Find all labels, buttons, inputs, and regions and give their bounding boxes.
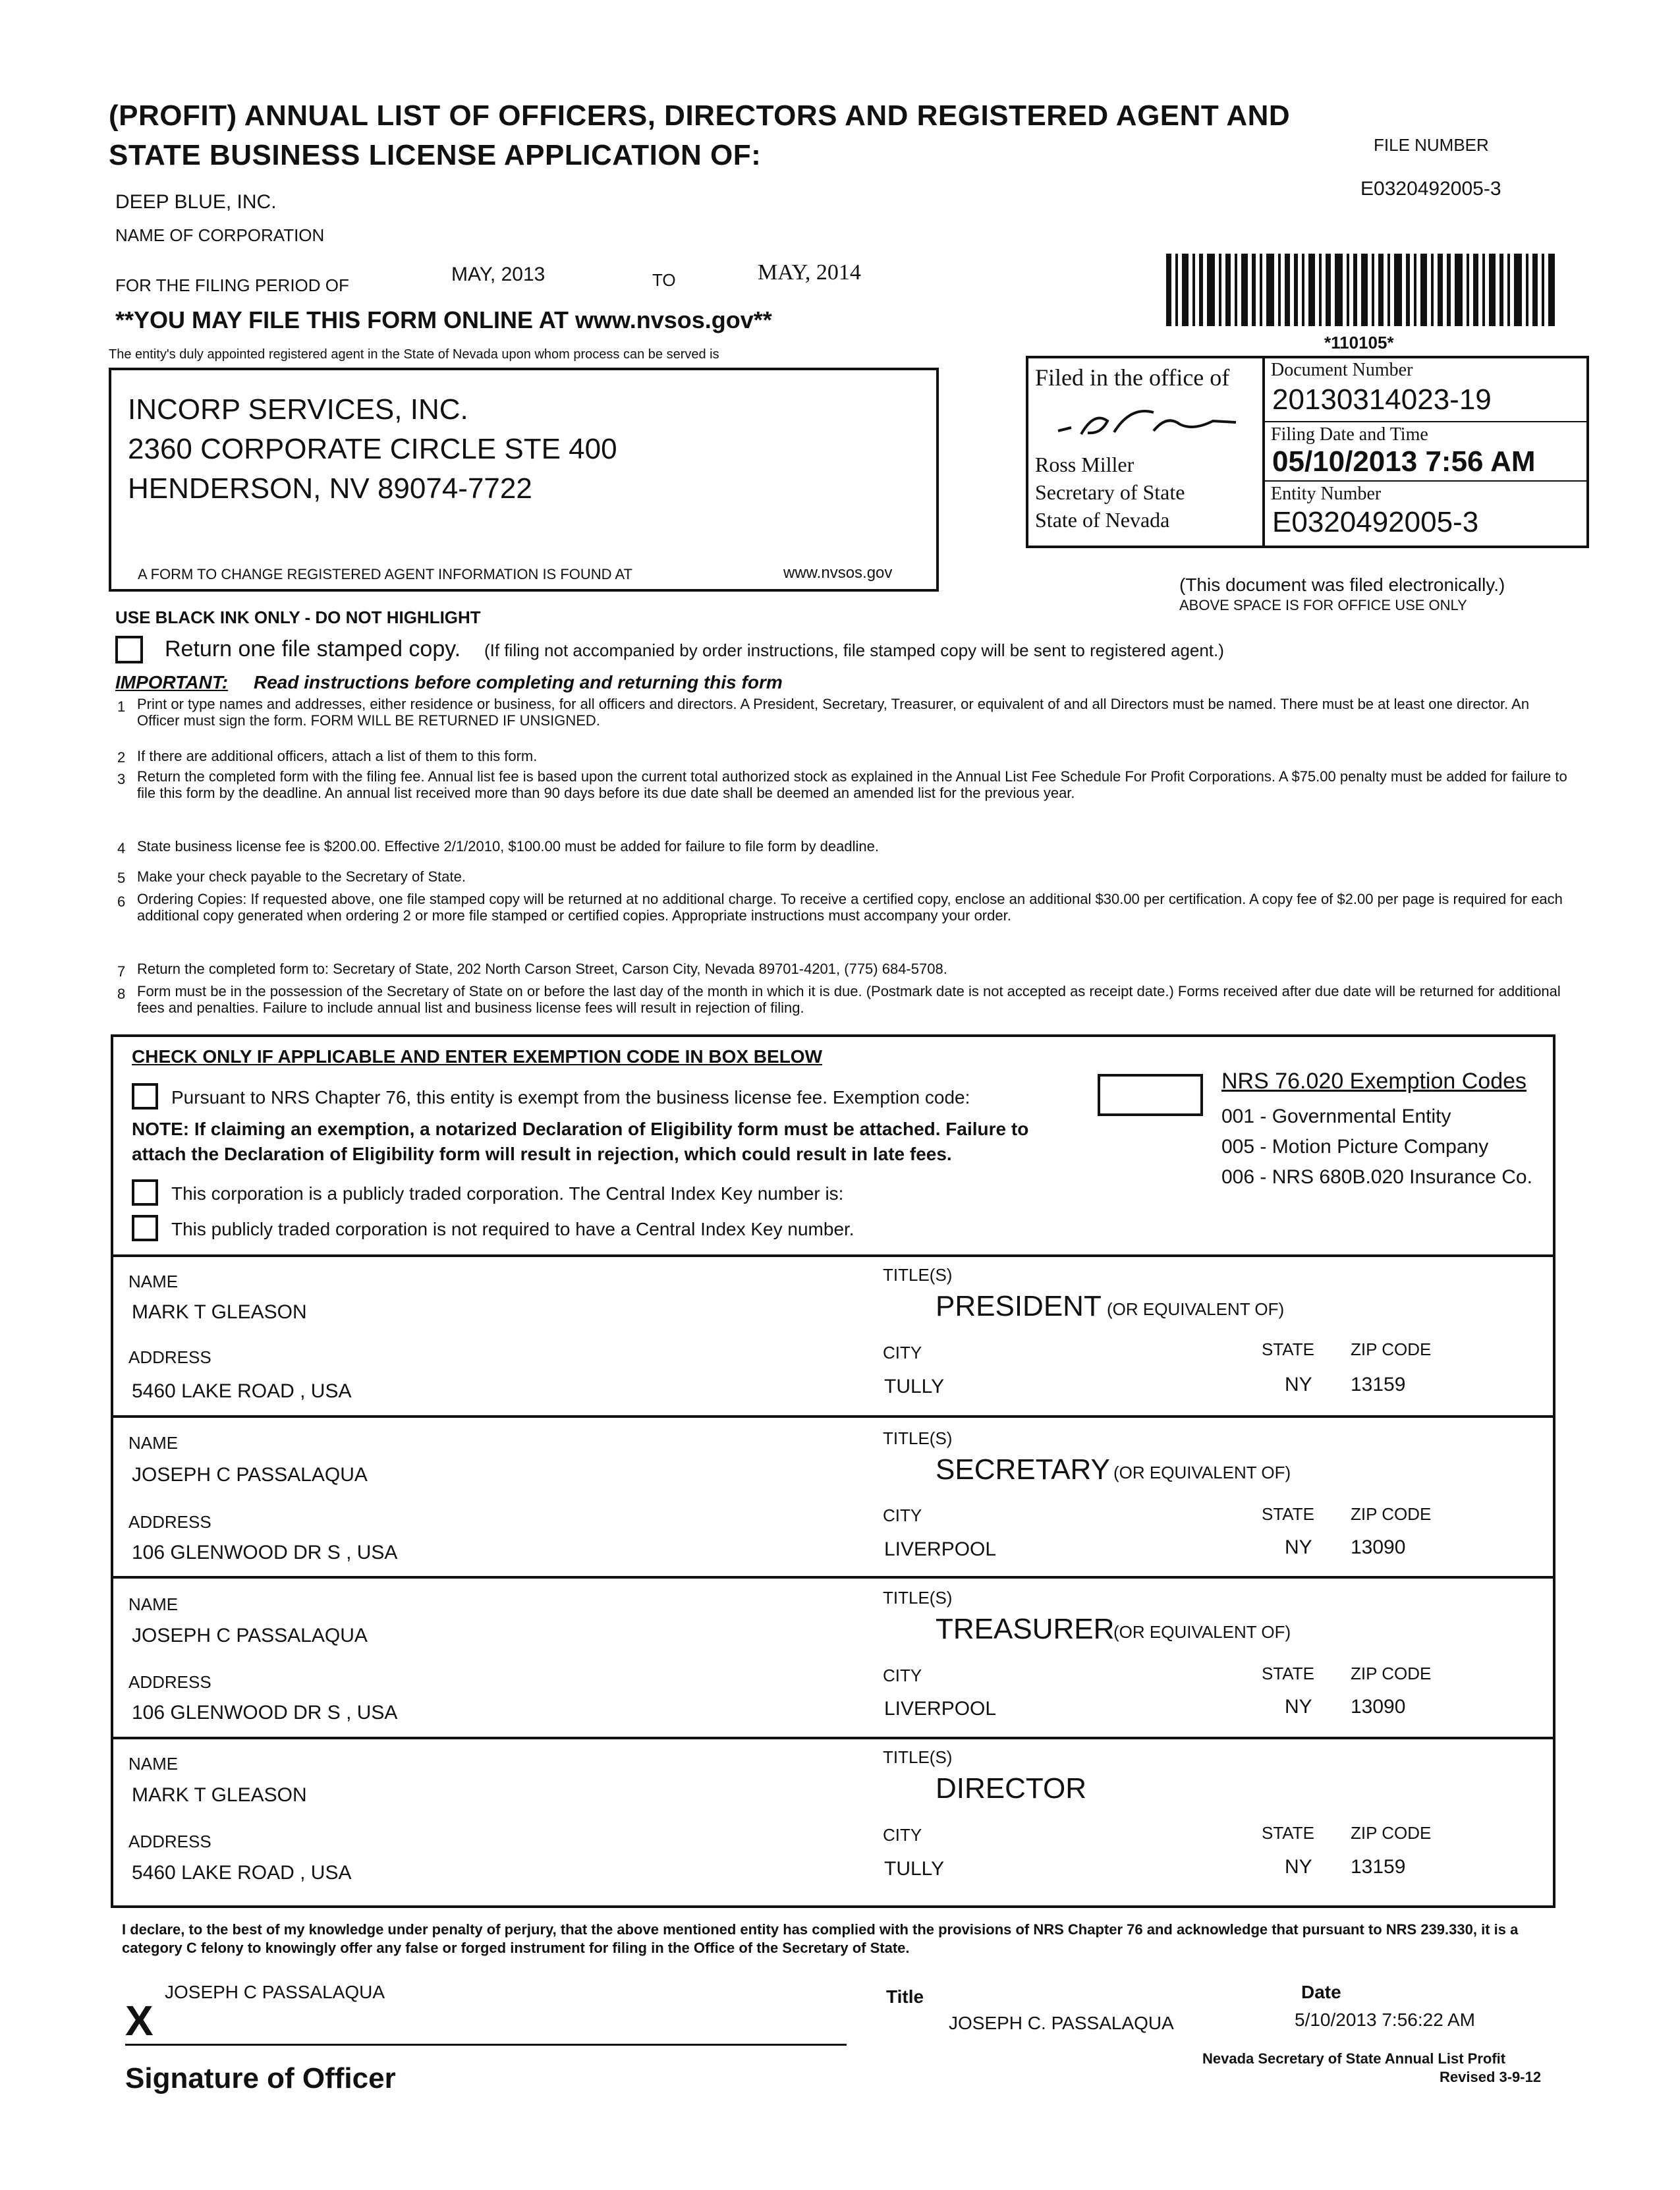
date-label: Date bbox=[1301, 1982, 1341, 2002]
instruction-number: 1 bbox=[117, 698, 126, 715]
return-copy-label: Return one file stamped copy. bbox=[165, 636, 461, 661]
exemption-code-item: 005 - Motion Picture Company bbox=[1221, 1136, 1489, 1158]
agent-address: 2360 CORPORATE CIRCLE STE 400 bbox=[128, 433, 617, 465]
agent-change-notice: A FORM TO CHANGE REGISTERED AGENT INFORMATION IS FOUND AT bbox=[138, 566, 632, 582]
official-title: Secretary of State bbox=[1035, 480, 1185, 504]
exemption-pursuant-text: Pursuant to NRS Chapter 76, this entity is exempt from the business license fee. Exemption code: bbox=[171, 1087, 970, 1108]
officer-address: 5460 LAKE ROAD , USA bbox=[132, 1862, 352, 1884]
instruction-number: 3 bbox=[117, 771, 126, 787]
instruction-text: Ordering Copies: If requested above, one file stamped copy will be returned at no additional charge. To receive a certified copy, enclose an additional $30.00 per certification. A copy fee of $2.00 per page is required for each additional copy generated when ordering 2 or more file stamped or certified copies. Appropriate instructions must accompany your order. bbox=[137, 891, 1563, 924]
officer-city: TULLY bbox=[884, 1376, 945, 1397]
return-copy-checkbox[interactable] bbox=[115, 636, 143, 663]
officer-state: NY bbox=[1285, 1536, 1312, 1558]
officer-city: LIVERPOOL bbox=[884, 1698, 997, 1720]
online-notice: **YOU MAY FILE THIS FORM ONLINE AT www.nvsos.gov** bbox=[115, 306, 772, 333]
zip-label: ZIP CODE bbox=[1351, 1664, 1432, 1683]
entity-number-label: Entity Number bbox=[1271, 484, 1382, 504]
instruction-number: 6 bbox=[117, 893, 126, 910]
officer-state: NY bbox=[1285, 1374, 1312, 1395]
period-to: MAY, 2014 bbox=[758, 260, 861, 285]
state-label: STATE bbox=[1262, 1664, 1314, 1683]
filing-period-label: FOR THE FILING PERIOD OF bbox=[115, 275, 349, 295]
address-label: ADDRESS bbox=[128, 1832, 211, 1851]
instruction-number: 7 bbox=[117, 963, 126, 980]
zip-label: ZIP CODE bbox=[1351, 1339, 1432, 1359]
agent-intro: The entity's duly appointed registered agent in the State of Nevada upon whom process can be served is bbox=[109, 347, 719, 362]
return-copy-note: (If filing not accompanied by order instructions, file stamped copy will be sent to registered agent.) bbox=[484, 640, 1224, 660]
title-value: JOSEPH C. PASSALAQUA bbox=[949, 2013, 1174, 2033]
instruction-text: Make your check payable to the Secretary of State. bbox=[137, 868, 466, 885]
titles-label: TITLE(S) bbox=[883, 1265, 953, 1285]
instruction-number: 2 bbox=[117, 749, 126, 766]
barcode-graphic bbox=[1166, 254, 1561, 326]
footer-revised: Revised 3-9-12 bbox=[1440, 2069, 1542, 2085]
instruction-number: 5 bbox=[117, 870, 126, 886]
period-from: MAY, 2013 bbox=[451, 264, 546, 285]
officer-name: MARK T GLEASON bbox=[132, 1301, 307, 1323]
officer-city: LIVERPOOL bbox=[884, 1538, 997, 1560]
exemption-note-line2: attach the Declaration of Eligibility form will result in rejection, which could result in late fees. bbox=[132, 1144, 952, 1164]
instruction-text: Print or type names and addresses, either residence or business, for all officers and directors. A President, Secretary, Treasurer, or equivalent of and all Directors must be named. There must be at least one director. An Officer must sign the form. FORM WILL BE RETURNED IF UNSIGNED. bbox=[137, 696, 1530, 729]
instruction-text: Return the completed form to: Secretary of State, 202 North Carson Street, Carson City, Nevada 89701-4201, (775) 684-5708. bbox=[137, 961, 947, 977]
instruction-text: Return the completed form with the filing fee. Annual list fee is based upon the current total authorized stock as explained in the Annual List Fee Schedule For Profit Corporations. A $75.00 penalty must be added for failure to file this form by the deadline. An annual list received more than 90 days before its due date shall be deemed an amended list for the previous year. bbox=[137, 768, 1567, 801]
electronic-filing-note: (This document was filed electronically.) bbox=[1179, 575, 1505, 595]
officer-zip: 13159 bbox=[1351, 1856, 1406, 1878]
officer-name: MARK T GLEASON bbox=[132, 1784, 307, 1806]
footer-form-name: Nevada Secretary of State Annual List Profit bbox=[1202, 2050, 1506, 2067]
barcode bbox=[1166, 254, 1561, 326]
instruction-number: 4 bbox=[117, 840, 126, 856]
ink-note: USE BLACK INK ONLY - DO NOT HIGHLIGHT bbox=[115, 607, 481, 627]
entity-number: E0320492005-3 bbox=[1272, 506, 1479, 538]
titles-label: TITLE(S) bbox=[883, 1428, 953, 1448]
officer-state: NY bbox=[1285, 1856, 1312, 1878]
name-label: NAME bbox=[128, 1594, 179, 1614]
officer-title: SECRETARY bbox=[936, 1453, 1110, 1486]
instruction-text: State business license fee is $200.00. Effective 2/1/2010, $100.00 must be added for failure to file form by deadline. bbox=[137, 838, 879, 855]
officer-title: DIRECTOR bbox=[936, 1772, 1086, 1805]
city-label: CITY bbox=[883, 1505, 922, 1525]
public-corporation-checkbox[interactable] bbox=[132, 1179, 158, 1206]
title-label: Title bbox=[886, 1986, 924, 2007]
titles-label: TITLE(S) bbox=[883, 1747, 953, 1767]
address-label: ADDRESS bbox=[128, 1347, 211, 1367]
city-label: CITY bbox=[883, 1825, 922, 1845]
file-number-label: FILE NUMBER bbox=[1374, 135, 1489, 155]
period-to-label: TO bbox=[652, 270, 676, 290]
declaration-text: I declare, to the best of my knowledge under penalty of perjury, that the above mentioned entity has complied with the provisions of NRS Chapter 76 and acknowledge that pursuant to NRS 239.330, it is a category C felony to knowingly offer any false or forged instrument for filing in the Office of the Secretary of State. bbox=[122, 1921, 1519, 1956]
important-text: Read instructions before completing and returning this form bbox=[254, 672, 783, 692]
exemption-code-item: 001 - Governmental Entity bbox=[1221, 1106, 1451, 1127]
city-label: CITY bbox=[883, 1343, 922, 1362]
cik-not-required-checkbox[interactable] bbox=[132, 1215, 158, 1241]
filed-in-office-label: Filed in the office of bbox=[1035, 364, 1230, 391]
agent-city-line: HENDERSON, NV 89074-7722 bbox=[128, 472, 532, 505]
officer-city: TULLY bbox=[884, 1858, 945, 1880]
secretary-signature-graphic bbox=[1055, 405, 1239, 444]
agent-change-url[interactable]: www.nvsos.gov bbox=[783, 564, 893, 582]
officer-address: 106 GLENWOOD DR S , USA bbox=[132, 1542, 398, 1563]
agent-name: INCORP SERVICES, INC. bbox=[128, 393, 468, 426]
corporation-name-label: NAME OF CORPORATION bbox=[115, 225, 325, 245]
zip-label: ZIP CODE bbox=[1351, 1504, 1432, 1524]
exemption-heading: CHECK ONLY IF APPLICABLE AND ENTER EXEMPTION CODE IN BOX BELOW bbox=[132, 1046, 823, 1067]
equivalent-label: (OR EQUIVALENT OF) bbox=[1113, 1622, 1291, 1642]
officer-title: TREASURER bbox=[936, 1613, 1115, 1645]
officer-title: PRESIDENT bbox=[936, 1290, 1102, 1322]
file-number: E0320492005-3 bbox=[1360, 178, 1501, 200]
officer-zip: 13090 bbox=[1351, 1536, 1406, 1558]
state-label: STATE bbox=[1262, 1504, 1314, 1524]
exemption-codes-heading: NRS 76.020 Exemption Codes bbox=[1221, 1069, 1527, 1094]
office-stamp-box bbox=[1026, 356, 1589, 548]
form-title-line2: STATE BUSINESS LICENSE APPLICATION OF: bbox=[109, 139, 762, 171]
document-number-label: Document Number bbox=[1271, 360, 1413, 380]
signer-name: JOSEPH C PASSALAQUA bbox=[165, 1982, 385, 2002]
equivalent-label: (OR EQUIVALENT OF) bbox=[1113, 1463, 1291, 1482]
secretary-signature bbox=[1055, 405, 1239, 447]
name-label: NAME bbox=[128, 1433, 179, 1453]
registered-agent-box bbox=[109, 368, 939, 592]
titles-label: TITLE(S) bbox=[883, 1588, 953, 1608]
officer-address: 106 GLENWOOD DR S , USA bbox=[132, 1702, 398, 1724]
officer-address: 5460 LAKE ROAD , USA bbox=[132, 1380, 352, 1402]
officer-name: JOSEPH C PASSALAQUA bbox=[132, 1464, 368, 1486]
instruction-text: If there are additional officers, attach a list of them to this form. bbox=[137, 748, 538, 764]
signature-x-mark: X bbox=[125, 1997, 154, 2044]
filing-date: 05/10/2013 7:56 AM bbox=[1272, 445, 1536, 478]
date-value: 5/10/2013 7:56:22 AM bbox=[1295, 2009, 1475, 2030]
exemption-checkbox[interactable] bbox=[132, 1083, 158, 1109]
name-label: NAME bbox=[128, 1754, 179, 1774]
state-label: STATE bbox=[1262, 1823, 1314, 1843]
address-label: ADDRESS bbox=[128, 1512, 211, 1532]
exemption-box bbox=[111, 1034, 1555, 1257]
officer-zip: 13090 bbox=[1351, 1696, 1406, 1718]
barcode-text: *110105* bbox=[1324, 333, 1394, 352]
exemption-code-input[interactable] bbox=[1098, 1074, 1203, 1116]
official-state: State of Nevada bbox=[1035, 508, 1170, 532]
signature-line bbox=[125, 2044, 847, 2046]
form-title-line1: (PROFIT) ANNUAL LIST OF OFFICERS, DIRECTORS AND REGISTERED AGENT AND bbox=[109, 99, 1291, 132]
official-name: Ross Miller bbox=[1035, 453, 1134, 476]
important-label: IMPORTANT: bbox=[115, 672, 229, 692]
zip-label: ZIP CODE bbox=[1351, 1823, 1432, 1843]
instruction-text: Form must be in the possession of the Secretary of State on or before the last day of the month in which it is due. (Postmark date is not accepted as receipt date.) Forms received after due date will be returned for additional fees and penalties. Failure to include annual list and business license fees will result in rejection of filing. bbox=[137, 983, 1561, 1016]
officer-state: NY bbox=[1285, 1696, 1312, 1718]
document-number: 20130314023-19 bbox=[1272, 383, 1492, 416]
exemption-note-line1: NOTE: If claiming an exemption, a notarized Declaration of Eligibility form must be attached. Failure to bbox=[132, 1119, 1029, 1139]
signature-of-officer-label: Signature of Officer bbox=[125, 2062, 396, 2094]
public-corporation-text: This corporation is a publicly traded corporation. The Central Index Key number is: bbox=[171, 1183, 844, 1204]
city-label: CITY bbox=[883, 1666, 922, 1685]
equivalent-label: (OR EQUIVALENT OF) bbox=[1107, 1299, 1285, 1319]
name-label: NAME bbox=[128, 1272, 179, 1291]
officers-box bbox=[111, 1254, 1555, 1908]
exemption-code-item: 006 - NRS 680B.020 Insurance Co. bbox=[1221, 1166, 1532, 1188]
address-label: ADDRESS bbox=[128, 1672, 211, 1692]
officer-zip: 13159 bbox=[1351, 1374, 1406, 1395]
instruction-number: 8 bbox=[117, 986, 126, 1002]
cik-not-required-text: This publicly traded corporation is not required to have a Central Index Key number. bbox=[171, 1219, 854, 1239]
office-use-note: ABOVE SPACE IS FOR OFFICE USE ONLY bbox=[1179, 597, 1467, 613]
filing-date-label: Filing Date and Time bbox=[1271, 424, 1428, 445]
state-label: STATE bbox=[1262, 1339, 1314, 1359]
officer-name: JOSEPH C PASSALAQUA bbox=[132, 1625, 368, 1646]
corporation-name: DEEP BLUE, INC. bbox=[115, 191, 277, 213]
